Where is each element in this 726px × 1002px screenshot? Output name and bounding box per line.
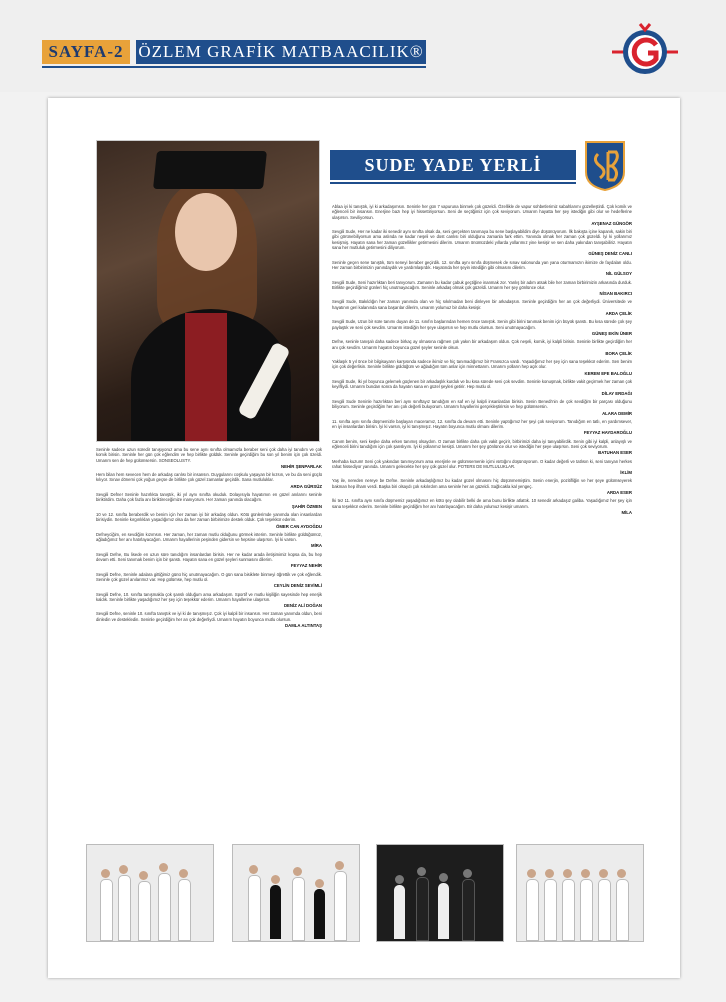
message-signature: ŞAHİR ÖZMEN <box>291 503 322 509</box>
header-divider <box>42 66 426 68</box>
message-signature: DİLAY ERDAĞI <box>601 390 632 396</box>
group-photo <box>376 844 504 942</box>
message-signature: İKLİM <box>620 470 632 476</box>
page-header <box>0 0 726 92</box>
message-signature: NİL GÜLSOY <box>605 271 632 277</box>
message-text: Yaklaşık 5 yıl önce bir bilgisayarın karşısında sadece ikimiz ve hiç tanımadığımız bir Fransızca vardı. Yaşadığımız her şey için sana teşekkür ederim. Sen benim için çok değerlisin. Seninle birlikte güldüğüm ve ağladığım tüm anlar için minnettarım. Umarım yolların hep açık olur. <box>332 359 632 370</box>
group-photo <box>516 844 644 942</box>
message-signature: ARDA ESER <box>606 490 632 496</box>
message-text: Defneyciğim, en sevdiğim kızımsın. Her zaman, her zaman mutlu olduğunu görmek isterim. Seninle birlikte güldüğümüz, ağladığımız her anı hatırlayacağım. Umarım hayallerinin peşinden gidersin ve hepsine ulaşırsın. İyi ki varsın. <box>96 531 322 543</box>
message-signature: MİLA <box>621 509 632 515</box>
message-text: Sevgili Defne, Seninle adalara gittiğimiz günü hiç unutmayacağım. O gün sana bisiklete binmeyi öğrettik ve çok eğlendik. Seninle çok güzel anılarımız var. Hep gülümse, hep mutlu ol. <box>96 571 322 582</box>
messages-column-left <box>96 447 322 631</box>
message-signature: ALARA DEMİR <box>602 410 632 416</box>
message-signature: CEYLİN DENİZ SEVİMLİ <box>273 583 322 589</box>
message-text: Sevgili Defne, seninle 10. sınıfta tanıştık ve iyi ki de tanışmışız. Çok iyi kalpli bir insansın. Her zaman yanımda oldun, beni dinledin ve destekledin. Seninle geçirdiğim her an çok değerliydi. Umarım hayatın boyunca mutlu olursun. <box>96 611 322 622</box>
student-name: SUDE YADE YERLİ <box>330 150 576 180</box>
brand-title: ÖZLEM GRAFİK MATBAACILIK® <box>136 40 426 64</box>
group-photo <box>232 844 360 942</box>
student-portrait <box>96 140 320 442</box>
message-signature: FEYYAZ NEHİR <box>290 563 322 569</box>
message-signature: BORA ÇELİK <box>605 350 632 356</box>
message-text: Sevgili Sude, Bakıldığın her zaman yanımda olan ve hiç sıkılmadan beni dinleyen bir arkadaşsın. Seninle geçirdiğim her an çok değerliydi. Üniversitede ve hayatının geri kalanında sana başarılar dilerim, umarım yolumuz bir daha kesişir. <box>332 299 632 310</box>
message-text: Sevgili Defne, Bu lisede en uzun süre tanıdığım insanlardan birisin. Her ne kadar arada iletişimimiz kopsa da, bu hep devam etti. Seni tanımak benim için bir şanstı. Hayatın sana en güzel şeyleri sunmasını dilerim. <box>96 551 322 563</box>
message-signature: ÖMER CAN AYDOĞDU <box>276 523 322 529</box>
message-text: Sevgili Sude Seninle hazırlıktan beri aynı sınıftayız tanıdığım en saf en iyi kalpli insanlardan birisin. Senin Benedi'nin de çok sevdiğim bir parçası olduğunu biliyorum. Seninle geçirdiğim her anı çok değerli buluyorum. Umarım hayallerini gerçekleştirirsin ve hep gülümsersin. <box>332 398 632 410</box>
message-text: Ablaa iyi ki tanıştık, iyi ki arkadaşımsın. Seninle her gün 7 vapuruna binmek çok güzeldi. Özellikle de vapur sohbetlerimiz sabahlarımı güzelleştirdi. Çok komik ve eğlenceli bir insansın. Enerjine bazı hep iyi hissettiriyorsun. Seni de seçtiğimiz için çok seviyorum. Umarım hayatta her şey istediğin gibi olur ve hedeflerine ulaşırsın. Seviliyorsun. <box>332 204 632 220</box>
message-text: Sevgili Sude, Seni hazırlıktan beri tanıyorum. Zamanın bu kadar çabuk geçtiğine inanmak zor. Yanlış bir adım atsak bile her zaman birbirimizin arkasında durduk. Birlikte geçirdiğimiz günleri hiç unutmayacağım. Seninle arkadaş olmak çok güzeldi. Umarım her şey gönlünce olur. <box>332 279 632 290</box>
message-text: Canım benim, seni keşke daha erken tanımış olsaydım. O zaman birlikte daha çok vakit geçirir, birbirimizi daha iyi tanıyabilirdik. Senin gibi iyi kalpli, anlayışlı ve eğlenceli birini tanıdığım için çok şanslıyım. İyi ki yollarımız kesişti. Umarım her şey gönlünce olur ve istediğin her şeye ulaşırsın. Seni çok seviyorum. <box>332 438 632 449</box>
name-divider <box>330 182 576 184</box>
message-text: Seninle sadece uzun süredir tanışıyoruz ama bu sene aynı sınıfta olmamızla beraber seni çok daha iyi tanıdım ve çok komik birisin. Seninle her gün çok eğlendim ve hep birlikte güldük. Seninle geçirdiğim bu son yıl benim için çok özeldi. Umarım sen de hep gülümsersin. SONSEOLUSTY. <box>96 447 322 463</box>
message-text: Sevgili Defne! Seninle hazırlıkta tanıştık, iki yıl aynı sınıfta okuduk. Dolayısıyla hayatımın en güzel anılarını seninle biriktirdim. Daha çok fazla anı biriktireceğimize inanıyorum. Her zaman yanında olacağım. <box>96 492 322 503</box>
message-signature: MİRA <box>311 543 322 549</box>
message-signature: GÜNEŞ EKİN ÜNER <box>591 330 632 336</box>
message-signature: KEREM EFE BALOĞLU <box>584 370 632 376</box>
company-logo-icon <box>604 18 686 84</box>
message-text: Sevgili Defne, 10. sınıfta tanışmakla çok şanslı olduğum ama arkadaşım. Sportif ve mutlu kişiliğin sayesinde hep enerjik kaldık. Seninle birlikte yaşadığımız her şey için teşekkür ederim. Umarım hayallerine ulaşırsın. <box>96 591 322 602</box>
message-text: 10 ve 12. sınıfta beraberdik ve benim için her zaman iyi bir arkadaş oldun. Kötü günlerimde yanımda olan insanlardan birisiydin. Seninle kırgınlıkları yaşadığımız olsa da her zaman birbirimize destek olduk. Çok teşekkür ederim. <box>96 511 322 523</box>
messages-column-right <box>332 204 632 518</box>
message-signature: GÜNEŞ DENİZ CANLI <box>588 251 632 257</box>
message-text: Seninle geçen sene tanıştık, tüm seneyi beraber geçirdik. 12. sınıfta aynı sınıfa düşmesek de sınav salonunda yan yana oturmamızın ikimize de faydaları oldu. Her zaman birbirimizin yanındaydık ve yardımlaşırdık. Hayatında her şeyin istediğin gibi olmasını dilerim. <box>332 259 632 270</box>
school-crest-icon <box>584 140 626 192</box>
message-text: 11. sınıfta aynı sınıfa düşmemizle başlayan maceramız, 12. sınıfta da devam etti. Seninle yaptığımız her şeyi çok seviyorum. Tanıdığım en tatlı, en yardımsever, en iyi insanlardan birisin. İyi ki varsın, iyi ki tanışmışız. Hayatın boyunca mutlu olmanı dilerim. <box>332 418 632 430</box>
message-signature: NİSAN BAKIRCI <box>599 291 632 297</box>
message-text: Sevgili Sude, İki yıl boyunca gelemek güçlenen bir arkadaşlık kurduk ve bu kısa sürede seni çok sevdim. Seninle konuşmak, birlikte vakit geçirmek her zaman çok keyifliydi. Umarım bundan sonra da hayatın sana en güzel şeyleri getirir. Hep mutlu ol. <box>332 379 632 390</box>
message-signature: NEHİR ŞENPARLAK <box>281 463 322 469</box>
message-signature: FEYYAZ HAYDAROĞLU <box>583 430 632 436</box>
message-text: Sevgili Sude, Uzun bir süre tanımı duyan de 11. sınıfın başlarından hemen önce tanıştık. Senin gibi birini tanımak benim için büyük şanstı. Bu kısa sürede çok şey paylaştık ve seni çok sevdim. Umarım istediğin her şeye ulaşırsın ve hep mutlu olursun. Seni unutmayacağım. <box>332 319 632 330</box>
message-text: İki tez 11. sınıfta aynı sınıfa düşmemiz yaşadığımız en kötü şey olabilir belki de ama bunu birlikte atlattık. 10 senedir arkadaşız galiba. Yaşadığımız her şey için sana teşekkür ederim. Seninle birlikte geçirdiğim her anı hatırlayacağım. Bir daha yolumuz kesişir umarım. <box>332 498 632 509</box>
message-text: Defne, seninle tanışalı daha sadece birkaç ay olmasına rağmen çok yakın bir arkadaşım oldun. Çok neşeli, komik, iyi kalpli birisin. Seninle birlikte geçirdiğim her anı çok sevdim. Umarım hayatın boyunca güzel şeyler seninle olsun. <box>332 339 632 350</box>
message-signature: ARDA ÇELİK <box>605 311 632 317</box>
message-signature: ARDA GÜRSÜZ <box>290 483 322 489</box>
message-signature: AYŞENAZ GÜNGÖR <box>591 220 632 226</box>
page-number-label: SAYFA-2 <box>42 40 130 64</box>
message-text: Hem bilan hem sevecen hem de arkadaş canlısı bir insansın. Duygularını coşkulu yaşayan bir kızsın, ve bu da seni güçlü kılıyor. Sınav dönemi çok yoğun geçse de birlikte çok güzel zamanlar geçirdik. Sana mutluluklar. <box>96 472 322 483</box>
message-signature: DAMLA ALTINTAŞ <box>285 623 322 629</box>
message-signature: BATUHAN ESER <box>598 450 632 456</box>
message-text: Sevgili Sude, Her ne kadar iki senedir aynı sınıfta olsak da, seni gerçekten tanımaya bu sene başlayabildim diye düşünüyorum. İlk bakışta içine kapanık, sakin biri gibi görünebiliyorsun ama aslında ne kadar neşeli ve dost canlısı biri olduğunu zamanla fark ettim. Yanında olmak her zaman çok güzeldi. İyi ki yollarımız kesişmiş. Hayatın sana her zaman güzellikler getirmesini dilerim. Umarım önümüzdeki yıllarda yollarımız yine kesişir ve sen daha yakından tanışabiliriz. Hayatın sana her mutluluk getirmesini diliyorum. <box>332 229 632 251</box>
message-signature: DENİZ ALİ DOĞAN <box>283 603 322 609</box>
message-text: Merhaba kuzum! Seni çok yakından tanımıyorum ama enerjinle ve gülümsemenle içimi ısıttığını düşünüyorum. O kadar değerli ve tatlısın ki, seni tanıyan herkes rahat hissediyor yanında. Umarım gelecekte her şey çok güzel olur. POTERS DE MUTLULUKLAR. <box>332 458 632 469</box>
group-photo <box>86 844 214 942</box>
message-text: Yaş ile, nereden nereye be Defne. Seninle arkadaşlığımız bu kadar güzel olmasını hiç düşünmemiştim. Senin enerjin, pozitifliğin ve her şeye gülümseyerek bakman hep ilham verdi. Başka biri olsaydı çok sıkılırdım ama seninle her an güzeldi. Sağlıcakla kal yengeç. <box>332 478 632 489</box>
